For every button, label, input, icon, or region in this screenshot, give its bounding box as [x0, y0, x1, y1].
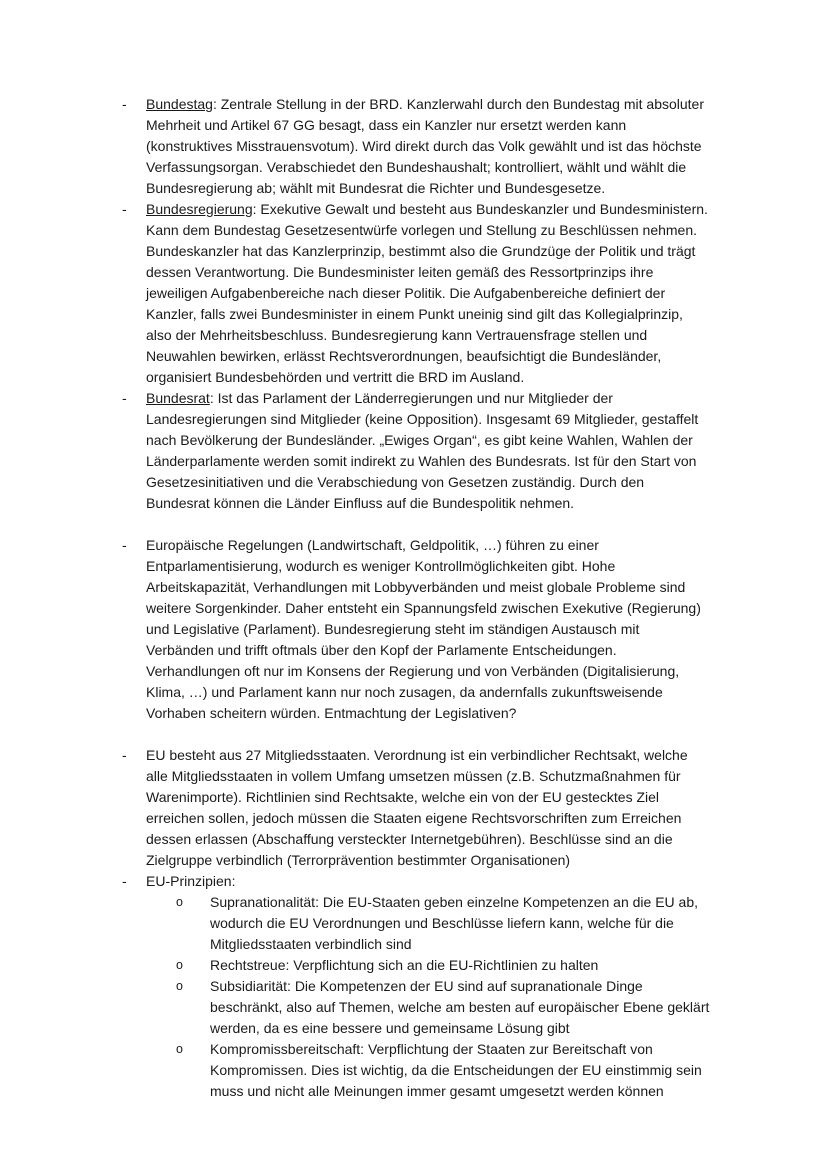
subbullet-subsidiaritaet	[176, 976, 710, 1039]
subbullet-body-text: Supranationalität: Die EU-Staaten geben einzelne Kompetenzen an die EU ab, wodurch die EU Verordnungen und Beschlüsse liefern kann, welche für die Mitgliedsstaaten verbindlich sind	[210, 894, 698, 952]
bullet-body-text: Zentrale Stellung in der BRD. Kanzlerwahl durch den Bundestag mit absoluter Mehrheit und Artikel 67 GG besagt, dass ein Kanzler nur ersetzt werden kann (konstruktives Misstrauensvotum). Wird direkt durch das Volk gewählt und ist das höchste Verfassungsorgan. Verabschiedet den Bundeshaushalt; kontrolliert, wählt und wählt die Bundesregierung ab; wählt mit Bundesrat die Richter und Bundesgesetze.	[146, 96, 705, 196]
bullet-body-text: EU besteht aus 27 Mitgliedsstaaten. Verordnung ist ein verbindlicher Rechtsakt, welche alle Mitgliedsstaaten in vollem Umfang umsetzen müssen (z.B. Schutzmaßnahmen für Warenimporte). Richtlinien sind Rechtsakte, welche ein von der EU gestecktes Ziel erreichen sollen, jedoch müssen die Staaten eigene Rechtsvorschriften zum Erreichen dessen erlassen (Abschaffung versteckter Internetgebühren). Beschlüsse sind an die Zielgruppe verbindlich (Terrorprävention bestimmter Organisationen)	[146, 747, 688, 868]
bullet-bundesrat	[122, 388, 710, 514]
subbullet-text	[210, 1039, 710, 1102]
bullet-eu-prinzipien	[122, 871, 710, 1102]
underlined-term-bundesregierung: Bundesregierung	[146, 201, 253, 217]
subbullet-kompromissbereitschaft	[176, 1039, 710, 1102]
dash-bullet-marker: -	[122, 873, 127, 889]
subbullet-text	[210, 976, 710, 1039]
dash-bullet-marker: -	[122, 747, 127, 763]
circle-bullet-marker: o	[176, 958, 183, 972]
bullet-bundestag	[122, 94, 710, 199]
term-separator: :	[252, 201, 261, 217]
circle-bullet-marker: o	[176, 1042, 183, 1056]
dash-bullet-marker: -	[122, 96, 127, 112]
bullet-body-text: Europäische Regelungen (Landwirtschaft, Geldpolitik, …) führen zu einer Entparlamentisierung, wodurch es weniger Kontrollmöglichkeiten gibt. Hohe Arbeitskapazität, Verhandlungen mit Lobbyverbänden und meist globale Probleme sind weitere Sorgenkinder. Daher entsteht ein Spannungsfeld zwischen Exekutive (Regierung) und Legislative (Parlament). Bundesregierung steht im ständigen Austausch mit Verbänden und trifft oftmals über den Kopf der Parlamente Entscheidungen. Verhandlungen oft nur im Konsens der Regierung und von Verbänden (Digitalisierung, Klima, …) und Parlament kann nur noch zusagen, da andernfalls zukunftsweisende Vorhaben scheitern würden. Entmachtung der Legislativen?	[146, 537, 701, 721]
term-separator: :	[212, 96, 221, 112]
subbullet-body-text: Subsidiarität: Die Kompetenzen der EU sind auf supranationale Dinge beschränkt, also auf Themen, welche am besten auf europäischer Ebene geklärt werden, da es eine bessere und gemeinsame Lösung gibt	[210, 978, 710, 1036]
circle-bullet-marker: o	[176, 895, 183, 909]
bullet-text	[146, 535, 710, 724]
bullet-text	[146, 199, 710, 388]
bullet-text	[146, 94, 710, 199]
bullet-heading-text	[146, 871, 710, 892]
bullet-bundesregierung	[122, 199, 710, 388]
subbullet-body-text: Kompromissbereitschaft: Verpflichtung der Staaten zur Bereitschaft von Kompromissen. Dies ist wichtig, da die Entscheidungen der EU einstimmig sein muss und nicht alle Meinungen immer gesamt umgesetzt werden können	[210, 1041, 702, 1099]
dash-bullet-marker: -	[122, 537, 127, 553]
bullet-europaeische-regelungen	[122, 535, 710, 724]
circle-bullet-marker: o	[176, 979, 183, 993]
dash-bullet-marker: -	[122, 390, 127, 406]
dash-bullet-marker: -	[122, 201, 127, 217]
bullet-body-text: Exekutive Gewalt und besteht aus Bundeskanzler und Bundesministern. Kann dem Bundestag Gesetzesentwürfe vorlegen und Stellung zu Beschlüssen nehmen. Bundeskanzler hat das Kanzlerprinzip, bestimmt also die Grundzüge der Politik und trägt dessen Verantwortung. Die Bundesminister leiten gemäß des Ressortprinzips ihre jeweiligen Aufgabenbereiche nach dieser Politik. Die Aufgabenbereiche definiert der Kanzler, falls zwei Bundesminister in einem Punkt uneinig sind gilt das Kollegialprinzip, also der Mehrheitsbeschluss. Bundesregierung kann Vertrauensfrage stellen und Neuwahlen bewirken, erlässt Rechtsverordnungen, beaufsichtigt die Bundesländer, organisiert Bundesbehörden und vertritt die BRD im Ausland.	[146, 201, 708, 385]
subbullet-text	[210, 892, 710, 955]
underlined-term-bundesrat: Bundesrat	[146, 390, 210, 406]
subbullet-text	[210, 955, 710, 976]
underlined-term-bundestag: Bundestag	[146, 96, 213, 112]
bullet-body-text: EU-Prinzipien:	[146, 873, 236, 889]
subbullet-rechtstreue	[176, 955, 710, 976]
bullet-text	[146, 871, 710, 1102]
bullet-text	[146, 388, 710, 514]
subbullet-body-text: Rechtstreue: Verpflichtung sich an die EU-Richtlinien zu halten	[210, 957, 599, 973]
term-separator: :	[209, 390, 218, 406]
bullet-eu-rechtsakte	[122, 745, 710, 871]
bullet-text	[146, 745, 710, 871]
bullet-body-text: Ist das Parlament der Länderregierungen und nur Mitglieder der Landesregierungen sind Mitglieder (keine Opposition). Insgesamt 69 Mitglieder, gestaffelt nach Bevölkerung der Bundesländer. „Ewiges Organ“, es gibt keine Wahlen, Wahlen der Länderparlamente werden somit indirekt zu Wahlen des Bundesrats. Ist für den Start von Gesetzesinitiativen und die Verabschiedung von Gesetzen zuständig. Durch den Bundesrat können die Länder Einfluss auf die Bundespolitik nehmen.	[146, 390, 699, 511]
eu-prinzipien-sublist	[176, 892, 710, 1102]
subbullet-supranationalitaet	[176, 892, 710, 955]
